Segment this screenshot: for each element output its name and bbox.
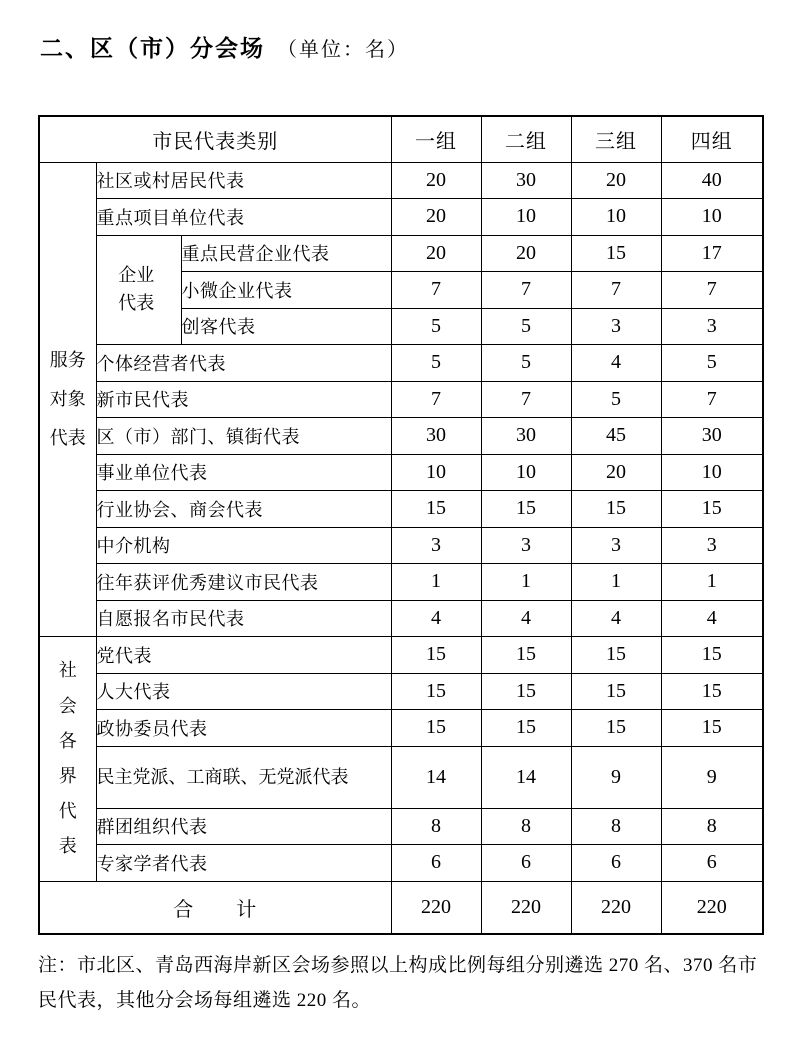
- table-row: [39, 491, 763, 528]
- value-cell: 15: [391, 637, 481, 674]
- value-cell: 5: [481, 345, 571, 382]
- column-header-group-2: 二组: [481, 116, 571, 162]
- value-cell: 5: [391, 345, 481, 382]
- table-row: [39, 381, 763, 418]
- value-cell: 10: [661, 454, 763, 491]
- category-cell: 群团组织代表: [96, 808, 391, 845]
- value-cell: 1: [661, 564, 763, 601]
- value-cell: 20: [391, 235, 481, 272]
- value-cell: 30: [661, 418, 763, 455]
- value-cell: 7: [571, 272, 661, 309]
- value-cell: 15: [481, 673, 571, 710]
- category-cell: 专家学者代表: [96, 845, 391, 882]
- column-header-category: 市民代表类别: [39, 116, 391, 162]
- table-row: [39, 527, 763, 564]
- value-cell: 3: [391, 527, 481, 564]
- value-cell: 45: [571, 418, 661, 455]
- section-label-text: 社会各界代表: [58, 660, 77, 856]
- value-cell: 1: [571, 564, 661, 601]
- value-cell: 8: [661, 808, 763, 845]
- category-cell: 区（市）部门、镇街代表: [96, 418, 391, 455]
- value-cell: 9: [661, 746, 763, 808]
- table-row: [39, 418, 763, 455]
- value-cell: 5: [481, 308, 571, 345]
- value-cell: 9: [571, 746, 661, 808]
- table-row: [39, 564, 763, 601]
- table-row: [39, 199, 763, 236]
- enterprise-group-label-text: 企业代表: [118, 264, 155, 313]
- value-cell: 5: [391, 308, 481, 345]
- value-cell: 3: [661, 527, 763, 564]
- total-value-cell: 220: [391, 881, 481, 934]
- value-cell: 15: [481, 491, 571, 528]
- category-cell: 政协委员代表: [96, 710, 391, 747]
- value-cell: 10: [391, 454, 481, 491]
- value-cell: 6: [391, 845, 481, 882]
- value-cell: 5: [661, 345, 763, 382]
- value-cell: 15: [481, 710, 571, 747]
- value-cell: 15: [571, 637, 661, 674]
- value-cell: 4: [481, 600, 571, 637]
- value-cell: 1: [481, 564, 571, 601]
- section-label-text: 服务对象代表: [49, 350, 86, 448]
- table-row: [39, 600, 763, 637]
- value-cell: 15: [391, 491, 481, 528]
- category-cell: 自愿报名市民代表: [96, 600, 391, 637]
- value-cell: 3: [571, 308, 661, 345]
- value-cell: 6: [481, 845, 571, 882]
- table-row: [39, 808, 763, 845]
- table-row: [39, 235, 763, 272]
- value-cell: 15: [661, 491, 763, 528]
- value-cell: 17: [661, 235, 763, 272]
- value-cell: 15: [571, 235, 661, 272]
- value-cell: 14: [481, 746, 571, 808]
- value-cell: 8: [571, 808, 661, 845]
- total-value-cell: 220: [571, 881, 661, 934]
- table-row: [39, 673, 763, 710]
- page-title: 二、区（市）分会场: [40, 35, 265, 61]
- value-cell: 15: [661, 637, 763, 674]
- section-heading: [40, 30, 409, 63]
- column-header-group-1: 一组: [391, 116, 481, 162]
- category-cell: 人大代表: [96, 673, 391, 710]
- category-cell: 行业协会、商会代表: [96, 491, 391, 528]
- category-cell: 重点民营企业代表: [181, 235, 391, 272]
- value-cell: 8: [391, 808, 481, 845]
- category-cell: 社区或村居民代表: [96, 162, 391, 199]
- value-cell: 20: [571, 162, 661, 199]
- category-cell: 个体经营者代表: [96, 345, 391, 382]
- value-cell: 40: [661, 162, 763, 199]
- value-cell: 20: [571, 454, 661, 491]
- value-cell: 7: [661, 272, 763, 309]
- value-cell: 15: [391, 710, 481, 747]
- column-header-group-3: 三组: [571, 116, 661, 162]
- value-cell: 7: [481, 272, 571, 309]
- column-header-group-4: 四组: [661, 116, 763, 162]
- value-cell: 8: [481, 808, 571, 845]
- value-cell: 3: [571, 527, 661, 564]
- value-cell: 4: [661, 600, 763, 637]
- total-value-cell: 220: [481, 881, 571, 934]
- value-cell: 15: [571, 491, 661, 528]
- value-cell: 3: [481, 527, 571, 564]
- value-cell: 15: [571, 673, 661, 710]
- value-cell: 4: [571, 345, 661, 382]
- value-cell: 6: [661, 845, 763, 882]
- category-cell: 往年获评优秀建议市民代表: [96, 564, 391, 601]
- table-row: [39, 746, 763, 808]
- total-value-cell: 220: [661, 881, 763, 934]
- category-cell: 新市民代表: [96, 381, 391, 418]
- value-cell: 15: [391, 673, 481, 710]
- footnote: 注：市北区、青岛西海岸新区会场参照以上构成比例每组分别遴选 270 名、370 名市民代表，其他分会场每组遴选 220 名。: [38, 955, 758, 1012]
- value-cell: 10: [571, 199, 661, 236]
- table-row: [39, 454, 763, 491]
- value-cell: 20: [391, 162, 481, 199]
- table-header-row: [39, 116, 763, 162]
- total-label: 合 计: [39, 881, 391, 934]
- category-cell: 中介机构: [96, 527, 391, 564]
- value-cell: 5: [571, 381, 661, 418]
- value-cell: 7: [481, 381, 571, 418]
- category-cell: 事业单位代表: [96, 454, 391, 491]
- section-label-social-sectors: [39, 637, 96, 882]
- section-label-service-targets: [39, 162, 96, 637]
- value-cell: 30: [481, 418, 571, 455]
- category-cell: 民主党派、工商联、无党派代表: [96, 746, 391, 808]
- table-row: [39, 845, 763, 882]
- value-cell: 6: [571, 845, 661, 882]
- table-row: [39, 345, 763, 382]
- value-cell: 10: [481, 454, 571, 491]
- category-cell: 党代表: [96, 637, 391, 674]
- table-row: [39, 710, 763, 747]
- value-cell: 30: [481, 162, 571, 199]
- table-row: [39, 162, 763, 199]
- value-cell: 10: [661, 199, 763, 236]
- table-row: [39, 637, 763, 674]
- value-cell: 10: [481, 199, 571, 236]
- value-cell: 20: [391, 199, 481, 236]
- value-cell: 4: [571, 600, 661, 637]
- value-cell: 15: [661, 710, 763, 747]
- category-cell: 重点项目单位代表: [96, 199, 391, 236]
- value-cell: 7: [391, 381, 481, 418]
- category-cell: 创客代表: [181, 308, 391, 345]
- total-row: [39, 881, 763, 934]
- value-cell: 1: [391, 564, 481, 601]
- representatives-table: [38, 115, 764, 935]
- value-cell: 3: [661, 308, 763, 345]
- value-cell: 30: [391, 418, 481, 455]
- enterprise-group-label: [96, 235, 181, 345]
- value-cell: 15: [571, 710, 661, 747]
- category-cell: 小微企业代表: [181, 272, 391, 309]
- value-cell: 20: [481, 235, 571, 272]
- value-cell: 14: [391, 746, 481, 808]
- value-cell: 15: [481, 637, 571, 674]
- unit-label: （单位：名）: [277, 39, 409, 61]
- value-cell: 15: [661, 673, 763, 710]
- value-cell: 7: [391, 272, 481, 309]
- value-cell: 4: [391, 600, 481, 637]
- value-cell: 7: [661, 381, 763, 418]
